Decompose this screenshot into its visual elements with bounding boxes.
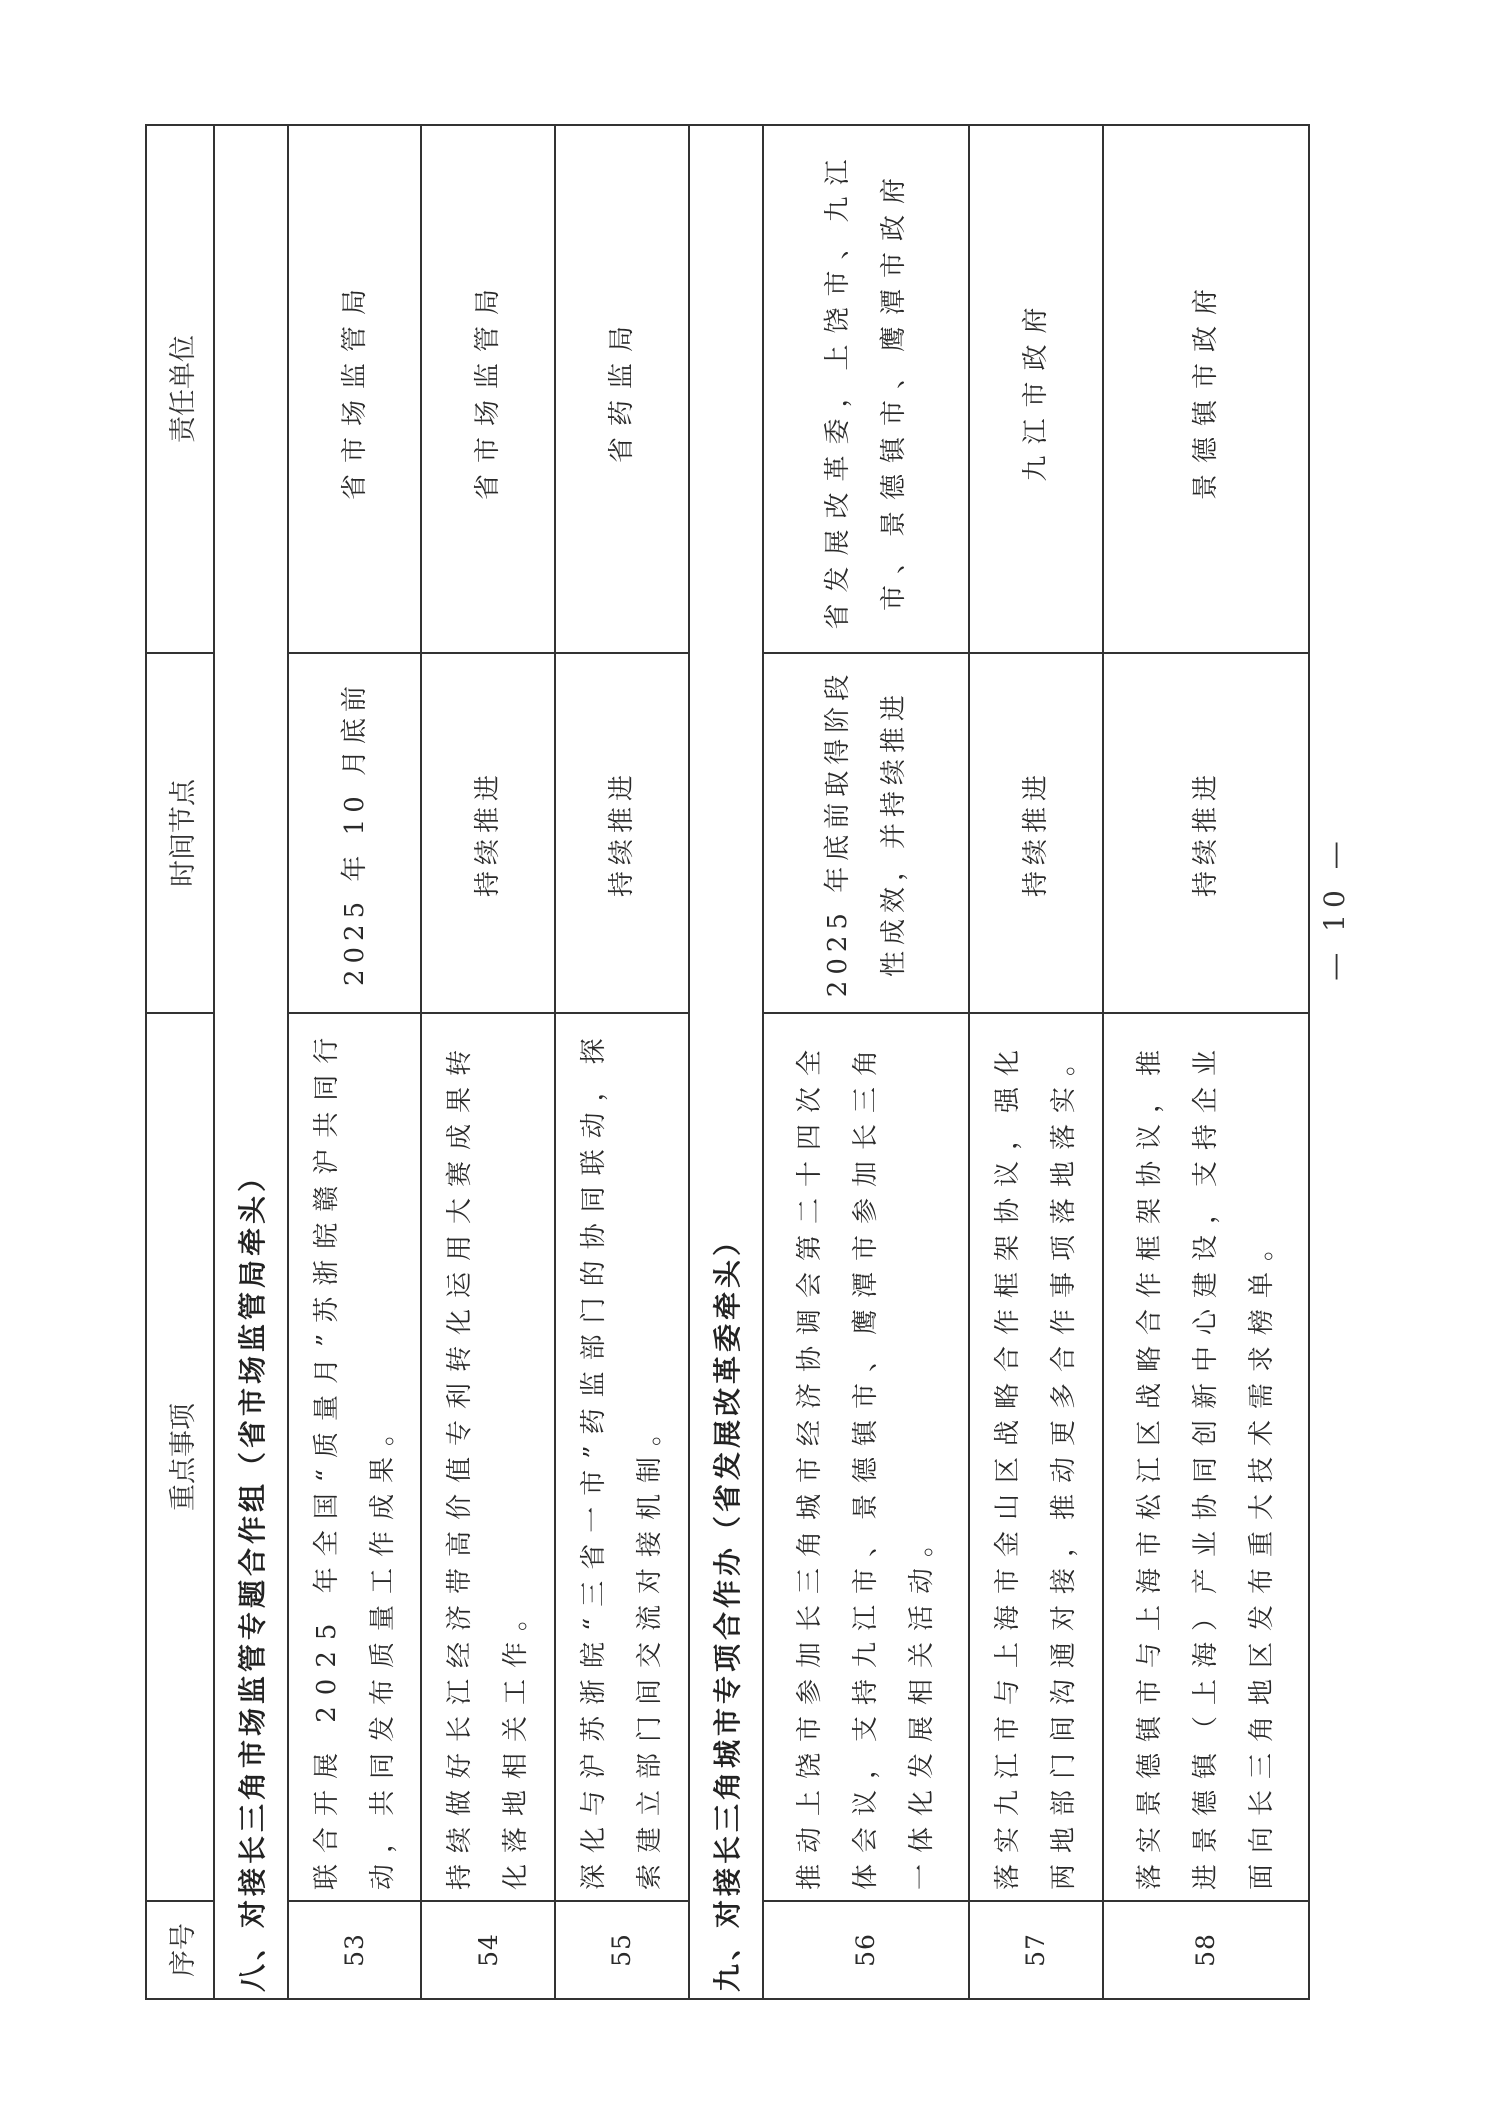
page-number: — 10 — xyxy=(1318,835,1351,981)
row-time: 持续推进 xyxy=(969,653,1103,1013)
row-unit: 景德镇市政府 xyxy=(1103,125,1309,653)
section-header xyxy=(689,125,763,1999)
row-number: 55 xyxy=(555,1901,689,1999)
row-unit: 省市场监管局 xyxy=(288,125,422,653)
row-time: 持续推进 xyxy=(1103,653,1309,1013)
row-number: 58 xyxy=(1103,1901,1309,1999)
task-table xyxy=(145,124,1310,2000)
section-header xyxy=(214,125,288,1999)
table-row xyxy=(763,125,969,1999)
header-time: 时间节点 xyxy=(146,653,214,1013)
row-item: 落实景德镇市与上海市松江区战略合作框架协议，推进景德镇（上海）产业协同创新中心建设，支持企业面向长三角地区发布重大技术需求榜单。 xyxy=(1103,1013,1309,1901)
table-row xyxy=(969,125,1103,1999)
row-time: 2025 年 10 月底前 xyxy=(288,653,422,1013)
header-unit: 责任单位 xyxy=(146,125,214,653)
row-time: 持续推进 xyxy=(421,653,555,1013)
table-header-row xyxy=(146,125,214,1999)
row-item: 推动上饶市参加长三角城市经济协调会第二十四次全体会议，支持九江市、景德镇市、鹰潭市参加长三角一体化发展相关活动。 xyxy=(763,1013,969,1901)
row-unit: 省发展改革委，上饶市、九江市、景德镇市、鹰潭市政府 xyxy=(763,125,969,653)
row-item: 联合开展 2025 年全国“质量月”苏浙皖赣沪共同行动，共同发布质量工作成果。 xyxy=(288,1013,422,1901)
section-title: 八、对接长三角市场监管专题合作组（省市场监管局牵头） xyxy=(214,125,288,1999)
row-number: 57 xyxy=(969,1901,1103,1999)
table-row xyxy=(288,125,422,1999)
table-row xyxy=(555,125,689,1999)
table-row xyxy=(1103,125,1309,1999)
row-number: 53 xyxy=(288,1901,422,1999)
section-title: 九、对接长三角城市专项合作办（省发展改革委牵头） xyxy=(689,125,763,1999)
rotated-table-container xyxy=(145,126,1310,2000)
row-item: 持续做好长江经济带高价值专利转化运用大赛成果转化落地相关工作。 xyxy=(421,1013,555,1901)
row-number: 56 xyxy=(763,1901,969,1999)
row-unit: 省药监局 xyxy=(555,125,689,653)
header-num: 序号 xyxy=(146,1901,214,1999)
row-time: 持续推进 xyxy=(555,653,689,1013)
row-number: 54 xyxy=(421,1901,555,1999)
row-item: 落实九江市与上海市金山区战略合作框架协议，强化两地部门间沟通对接，推动更多合作事项落地落实。 xyxy=(969,1013,1103,1901)
row-unit: 九江市政府 xyxy=(969,125,1103,653)
row-unit: 省市场监管局 xyxy=(421,125,555,653)
table-row xyxy=(421,125,555,1999)
header-item: 重点事项 xyxy=(146,1013,214,1901)
row-item: 深化与沪苏浙皖“三省一市”药监部门的协同联动，探索建立部门间交流对接机制。 xyxy=(555,1013,689,1901)
row-time: 2025 年底前取得阶段性成效，并持续推进 xyxy=(763,653,969,1013)
